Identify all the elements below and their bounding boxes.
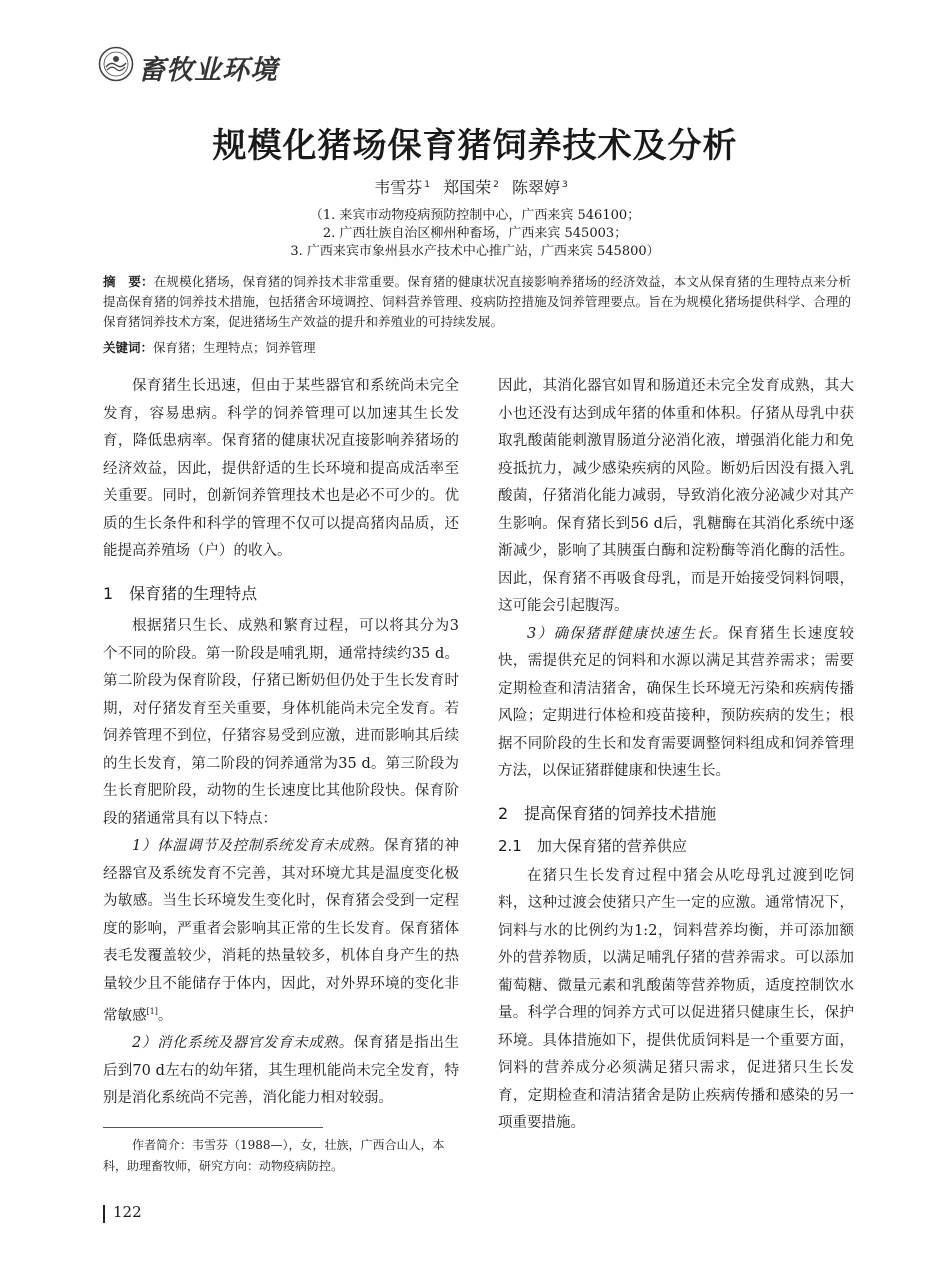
item-text: 保育猪的神经器官及系统发育不完善，其对环境尤其是温度变化极为敏感。当生长环境发生变化时，保育猪会受到一定程度的影响，严重者会影响其正常的生长发育。保育猪体表毛发覆盖较少，消耗的热量较多，机体自身产生的热量较少且不能储存于体内，因此，对外界环境的变化非常敏感 [103,838,459,1024]
list-item [498,621,854,786]
journal-seal-icon [98,46,134,82]
item-label: 3）确保猪群健康快速生长。 [527,625,729,642]
journal-name: 畜牧业环境 [138,55,278,86]
item-end: 。 [157,1007,173,1024]
author-sup: 3 [561,179,568,190]
abstract-label: 摘 要： [103,274,154,289]
item-label: 1）体温调节及控制系统发育未成熟。 [132,838,384,854]
section-heading: 1 保育猪的生理特点 [103,583,258,603]
affiliation-line: 3. 广西来宾市象州县水产技术中心推广站，广西来宾 545800） [290,244,660,259]
author-footnote: 作者简介：韦雪芬（1988—），女，壮族，广西合山人，本科，助理畜牧师，研究方向：动物疫病防控。 [103,1138,445,1173]
author-sup: 1 [424,179,431,190]
item-text: 保育猪生长速度较快，需提供充足的饲料和水源以满足其营养需求；需要定期检查和清洁猪舍，确保生长环境无污染和疾病传播风险；定期进行体检和疫苗接种，预防疾病的发生；根据不同阶段的生长和发育需要调整饲料组成和饲养管理方法，以保证猪群健康和快速生长。 [498,625,854,779]
list-item [103,1030,459,1113]
body-paragraph: 根据猪只生长、成熟和繁育过程，可以将其分为3个不同的阶段。第一阶段是哺乳期，通常持续约35 d。第二阶段为保育阶段，仔猪已断奶但仍处于生长发育时期，对仔猪发育至关重要，身体机能尚未完全发育。若饲养管理不到位，仔猪容易受到应激，进而影响其后续的生长发育，第二阶段的饲养通常为35 d。第三阶段为生长育肥阶段，动物的生长速度比其他阶段快。保育阶段的猪通常具有以下特点： [103,618,459,827]
author-name: 陈翠婷 [511,178,560,197]
right-column [498,373,854,1138]
body-paragraph: 因此，其消化器官如胃和肠道还未完全发育成熟，其大小也还没有达到成年猪的体重和体积。仔猪从母乳中获取乳酸菌能刺激胃肠道分泌消化液，增强消化能力和免疫抵抗力，减少感染疾病的风险。断奶后因没有摄入乳酸菌，仔猪消化能力减弱，导致消化液分泌减少对其产生影响。保育猪长到56 d后，乳糖酶在其消化系统中逐渐减少，影响了其胰蛋白酶和淀粉酶等消化酶的活性。因此，保育猪不再吸食母乳，而是开始接受饲料饲喂，这可能会引起腹泻。 [498,378,854,614]
body-paragraph: 保育猪生长迅速，但由于某些器官和系统尚未完全发育，容易患病。科学的饲养管理可以加速其生长发育，降低患病率。保育猪的健康状况直接影响养猪场的经济效益，因此，提供舒适的生长环境和提高成活率至关重要。同时，创新饲养管理技术也是必不可少的。优质的生长条件和科学的管理不仅可以提高猪肉品质，还能提高养殖场（户）的收入。 [103,378,459,559]
page-number: 122 [113,1203,142,1221]
author-sup: 2 [493,179,499,190]
citation-ref[interactable]: [1] [146,1007,158,1016]
list-item [103,833,459,1030]
section-heading: 2 提高保育猪的饲养技术措施 [498,803,717,823]
item-label: 2）消化系统及器官发育未成熟。 [132,1035,354,1052]
article-title: 规模化猪场保育猪饲养技术及分析 [212,126,738,166]
author-name: 郑国荣 [443,178,492,197]
abstract [103,272,851,332]
abstract-text: 在规模化猪场，保育猪的饲养技术非常重要。保育猪的健康状况直接影响养猪场的经济效益，本文从保育猪的生理特点来分析提高保育猪的饲养技术措施，包括猪舍环境调控、饲料营养管理、疫病防控措施及饲养管理要点。旨在为规模化猪场提供科学、合理的保育猪饲养技术方案，促进猪场生产效益的提升和养殖业的可持续发展。 [103,274,851,329]
affiliation-line: 2. 广西壮族自治区柳州种畜场，广西来宾 545003； [322,226,628,241]
footnote-divider [103,1127,323,1128]
item-text: 保育猪是指出生后到70 d左右的幼年猪，其生理机能尚未完全发育，特别是消化系统尚不完善，消化能力相对较弱。 [103,1035,459,1107]
body-paragraph: 在猪只生长发育过程中猪会从吃母乳过渡到吃饲料，这种过渡会使猪只产生一定的应激。通常情况下，饲料与水的比例约为1:2，饲料营养均衡，并可添加额外的营养物质，以满足哺乳仔猪的营养需求。可以添加葡萄糖、微量元素和乳酸菌等营养物质，适度控制饮水量。科学合理的饲养方式可以促进猪只健康生长，保护环境。具体措施如下，提供优质饲料是一个重要方面，饲料的营养成分必须满足猪只需求，促进猪只生长发育，定期检查和清洁猪舍是防止疾病传播和感染的另一项重要措施。 [498,867,854,1131]
keywords-text: 保育猪；生理特点；饲养管理 [153,340,316,355]
left-column [103,373,459,1113]
affiliation-line: （1. 来宾市动物疫病预防控制中心，广西来宾 546100； [309,208,641,223]
author-name: 韦雪芬 [374,178,423,197]
author-line [0,175,950,198]
page-number-bar [103,1205,105,1223]
subsection-heading: 2.1 加大保育猪的营养供应 [498,837,687,855]
keywords-label: 关键词： [103,340,154,355]
journal-header [98,42,398,92]
keywords [103,338,851,356]
